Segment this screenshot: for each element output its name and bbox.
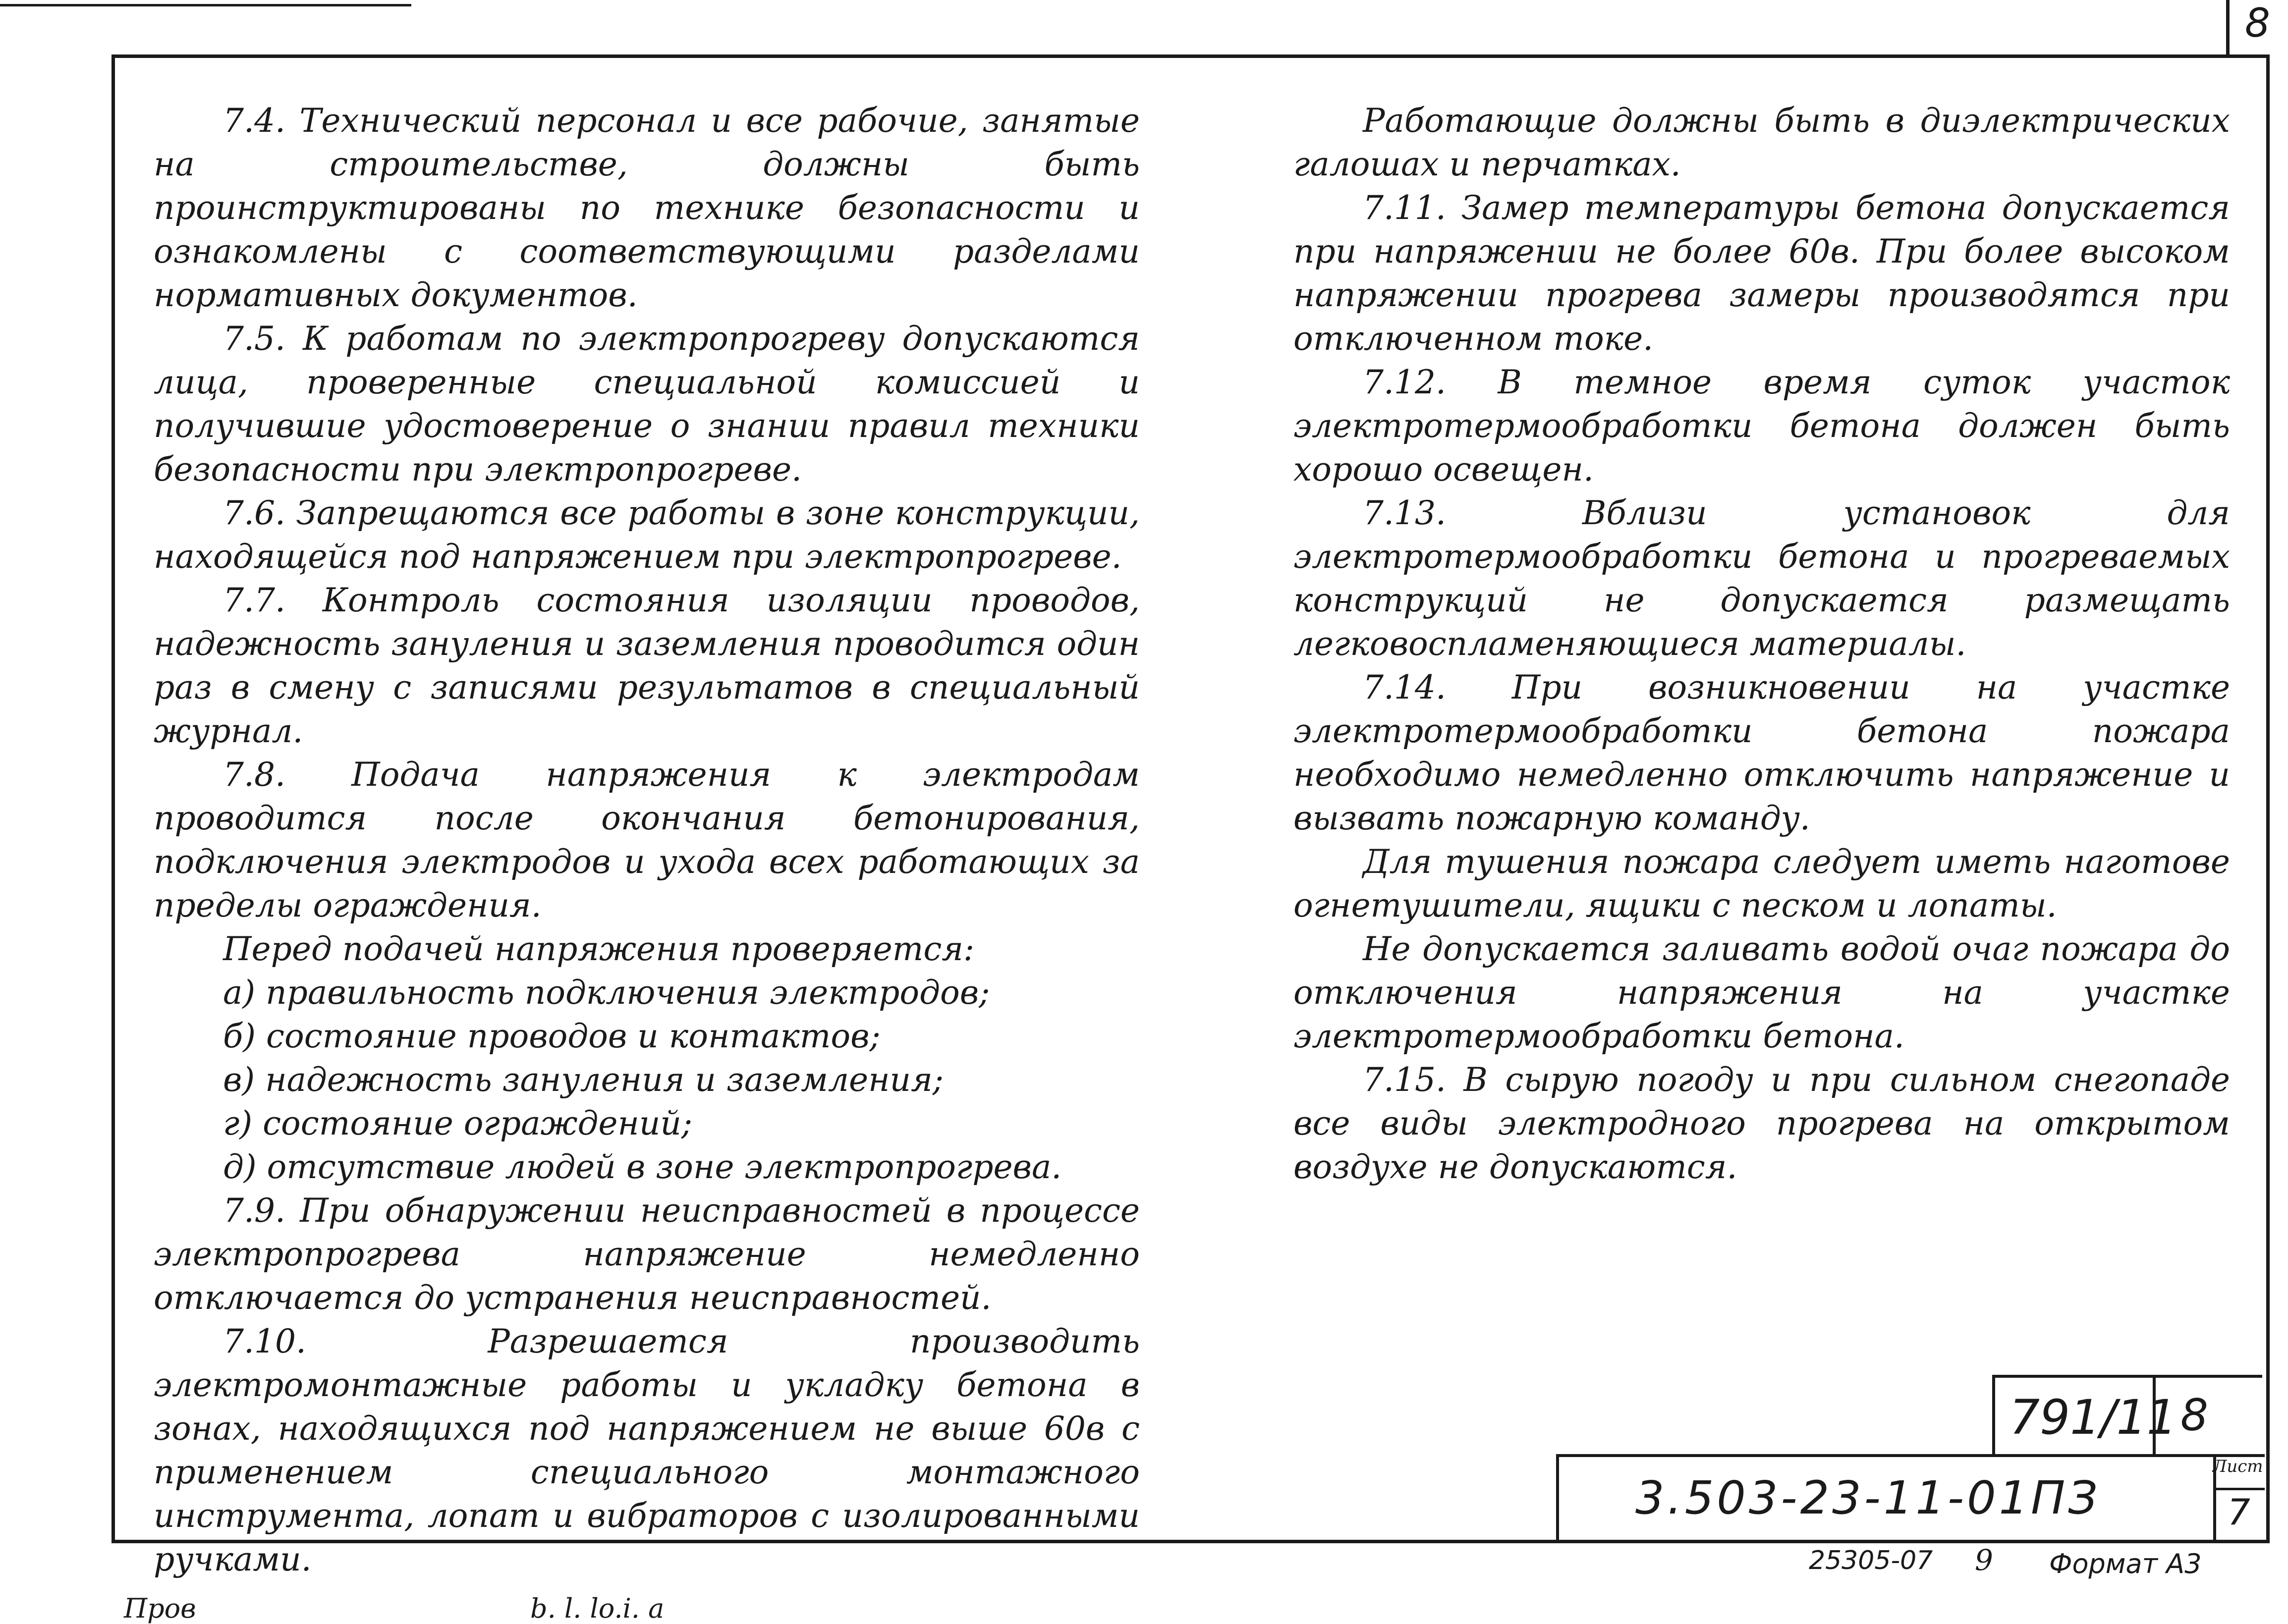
paragraph: 7.13. Вблизи установок для электротермообработки бетона и прогреваемых конструкций не допускается размещать легковоспламеняющиеся материалы.	[1293, 494, 2230, 663]
paragraph: 7.12. В темное время суток участок электротермообработки бетона должен быть хорошо освещен.	[1293, 363, 2230, 488]
paragraph: 7.9. При обнаружении неисправностей в процессе электропрогрева напряжение немедленно отключается до устранения неисправностей.	[154, 1191, 1140, 1317]
paper-format: Формат А3	[2049, 1548, 2202, 1579]
paragraph: 7.14. При возникновении на участке электротермообработки бетона пожара необходимо немедленно отключить напряжение и вызвать пожарную команду.	[1293, 668, 2230, 837]
bottom-mid-note: b. l. lo.i. a	[530, 1593, 665, 1624]
stamp-code-small: 791/11	[2009, 1390, 2177, 1445]
list-item: г) состояние ограждений;	[223, 1104, 693, 1142]
paragraph: 7.6. Запрещаются все работы в зоне конструкции, находящейся под напряжением при электропрогреве.	[154, 494, 1140, 576]
document-designation: 3.503-23-11-01ПЗ	[1635, 1471, 2101, 1524]
stamp-sheet-small: 8	[2180, 1390, 2208, 1441]
sheet-label: Лист	[2213, 1457, 2263, 1476]
list-item: в) надежность зануления и заземления;	[223, 1061, 944, 1099]
list-item: д) отсутствие людей в зоне электропрогрева.	[223, 1148, 1062, 1186]
paragraph: Для тушения пожара следует иметь наготове огнетушители, ящики с песком и лопаты.	[1293, 843, 2230, 924]
corner-page-number: 8	[2245, 0, 2270, 46]
inventory-number: 25305-07	[1809, 1546, 1933, 1575]
left-text-column	[154, 99, 1140, 1581]
list-item: б) состояние проводов и контактов;	[223, 1017, 881, 1055]
inventory-mark: 9	[1975, 1543, 1993, 1577]
paragraph: 7.7. Контроль состояния изоляции проводов, надежность зануления и заземления проводится один раз в смену с записями результатов в специальный журнал.	[154, 581, 1140, 750]
paragraph: 7.10. Разрешается производить электромонтажные работы и укладку бетона в зонах, находящихся под напряжением не выше 60в с применением специального монтажного инструмента, лопат и вибраторов с изолированными ручками.	[154, 1322, 1140, 1578]
list-item: а) правильность подключения электродов;	[223, 974, 990, 1012]
bottom-left-note: Пров	[124, 1593, 196, 1624]
paragraph: 7.8. Подача напряжения к электродам проводится после окончания бетонирования, подключения электродов и ухода всех работающих за пределы ограждения.	[154, 756, 1140, 924]
paragraph: 7.11. Замер температуры бетона допускается при напряжении не более 60в. При более высоком напряжении прогрева замеры производятся при отключенном токе.	[1293, 189, 2230, 358]
right-text-column	[1293, 99, 2230, 1189]
sheet-number: 7	[2228, 1491, 2250, 1533]
paragraph: 7.4. Технический персонал и все рабочие, занятые на строительстве, должны быть проинструктированы по технике безопасности и ознакомлены с соответствующими разделами нормативных документов.	[154, 102, 1140, 314]
top-border-fragment	[0, 4, 411, 6]
paragraph: 7.15. В сырую погоду и при сильном снегопаде все виды электродного прогрева на открытом воздухе не допускаются.	[1293, 1061, 2230, 1186]
paragraph: Работающие должны быть в диэлектрических галошах и перчатках.	[1293, 102, 2230, 183]
paragraph: Не допускается заливать водой очаг пожара до отключения напряжения на участке электротермообработки бетона.	[1293, 930, 2230, 1055]
paragraph: 7.5. К работам по электропрогреву допускаются лица, проверенные специальной комиссией и получившие удостоверение о знании правил техники безопасности при электропрогреве.	[154, 320, 1140, 488]
paragraph: Перед подачей напряжения проверяется:	[223, 930, 975, 968]
